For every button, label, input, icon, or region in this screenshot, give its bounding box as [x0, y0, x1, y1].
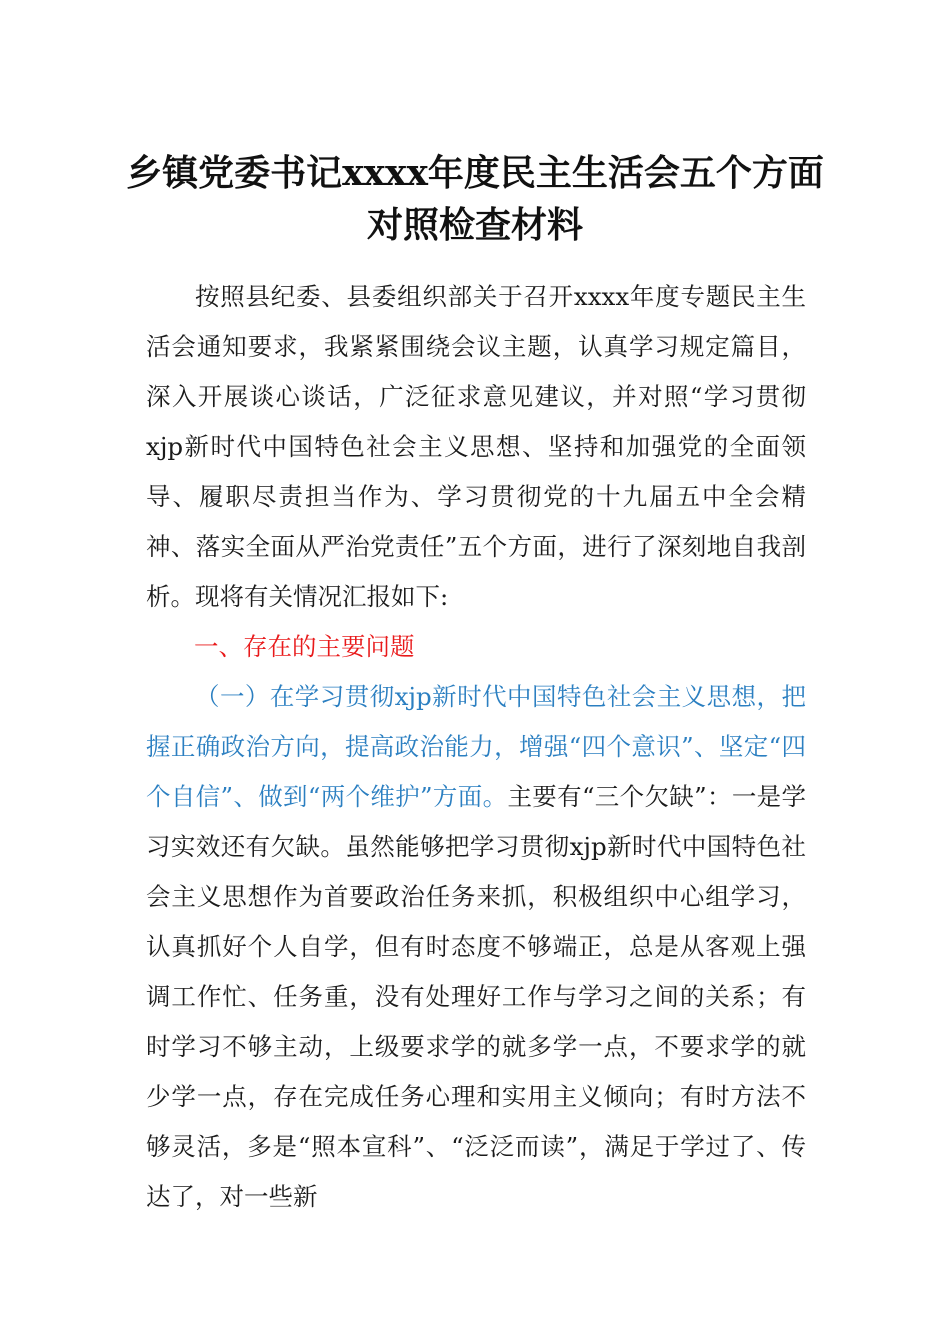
subsection-heading: （一）在学习贯彻xjp新时代中国特色社会主义思想，把握正确政治方向，提高政治能力，增强“四个意识”、坚定“四个自信”、做到“两个维护”方面。: [146, 682, 806, 811]
subsection-paragraph: [146, 672, 806, 1222]
document-body: [146, 272, 806, 1222]
document-title: 乡镇党委书记xxxx年度民主生活会五个方面对照检查材料: [126, 152, 824, 246]
section-heading-problems: 一、存在的主要问题: [194, 632, 415, 661]
intro-paragraph: 按照县纪委、县委组织部关于召开xxxx年度专题民主生活会通知要求，我紧紧围绕会议主题，认真学习规定篇目，深入开展谈心谈话，广泛征求意见建议，并对照“学习贯彻xjp新时代中国特色社会主义思想、坚持和加强党的全面领导、履职尽责担当作为、学习贯彻党的十九届五中全会精神、落实全面从严治党责任”五个方面，进行了深刻地自我剖析。现将有关情况汇报如下:: [146, 282, 806, 611]
subsection-body: 主要有“三个欠缺”：一是学习实效还有欠缺。虽然能够把学习贯彻xjp新时代中国特色社会主义思想作为首要政治任务来抓，积极组织中心组学习，认真抓好个人自学，但有时态度不够端正，总是从客观上强调工作忙、任务重，没有处理好工作与学习之间的关系；有时学习不够主动，上级要求学的就多学一点，不要求学的就少学一点，存在完成任务心理和实用主义倾向；有时方法不够灵活，多是“照本宣科”、“泛泛而读”，满足于学过了、传达了，对一些新: [146, 782, 806, 1211]
